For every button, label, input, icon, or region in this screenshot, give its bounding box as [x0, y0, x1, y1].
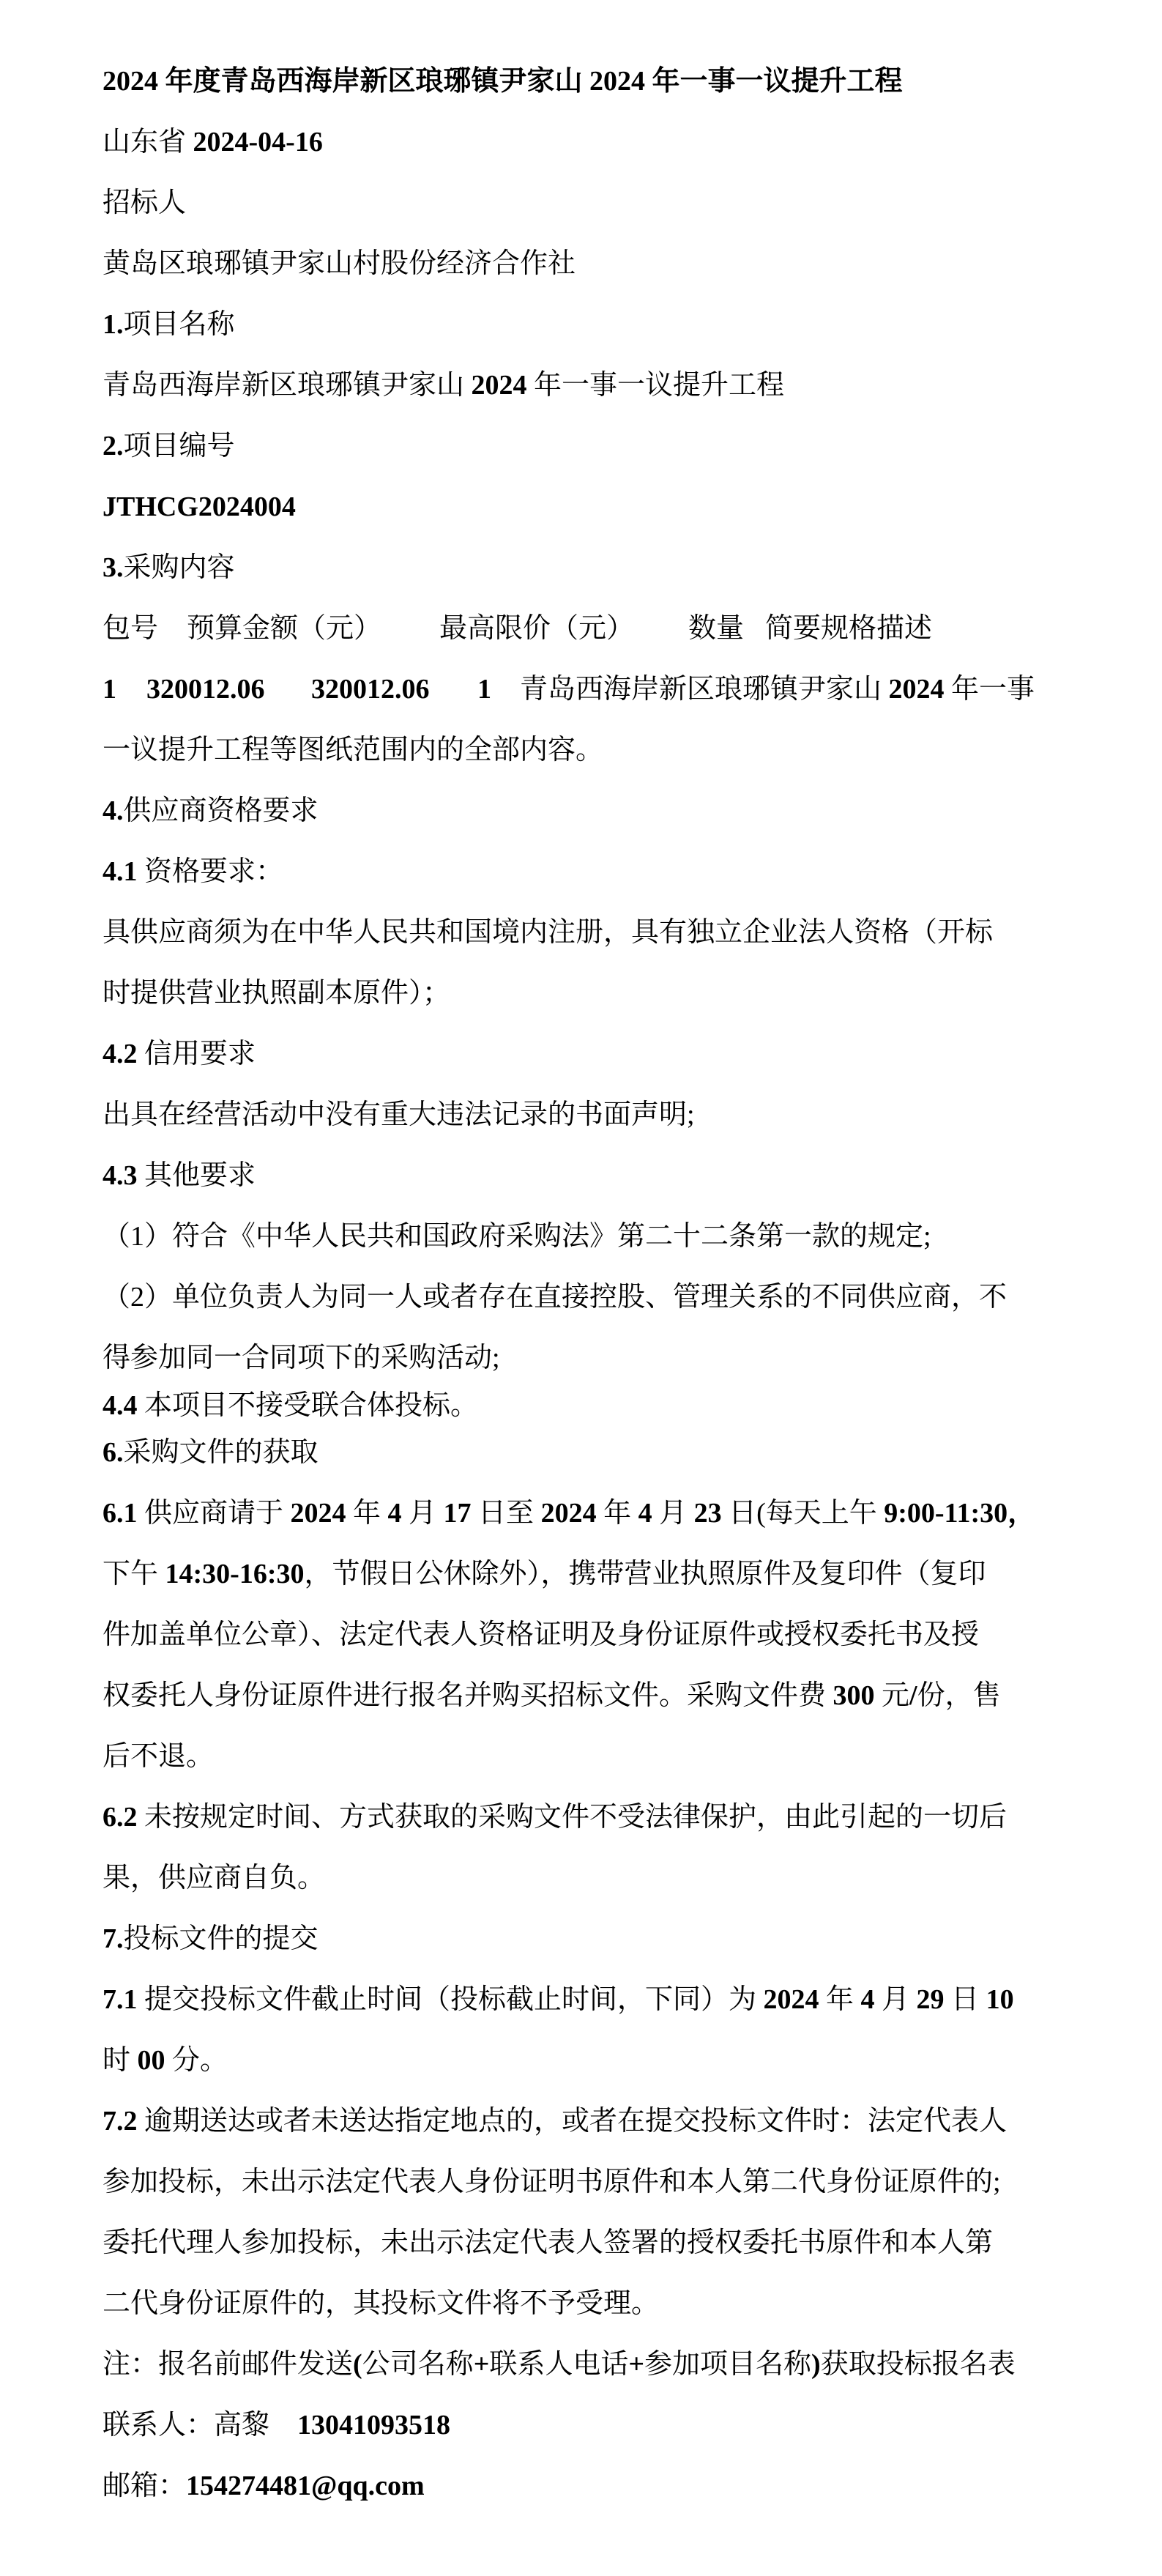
bold-text-segment: 2024 — [290, 1498, 354, 1529]
table-cell — [688, 598, 744, 659]
bold-text-segment: 9:00-11:30， — [884, 1498, 1036, 1529]
text-segment: 二代身份证原件的，其投标文件将不予受理。 — [103, 2288, 660, 2319]
bold-text-segment: 13041093518 — [269, 2410, 451, 2440]
text-segment: 供应商请于 — [144, 1498, 291, 1529]
text-segment: 日(每天上午 — [729, 1498, 884, 1529]
body-line — [103, 2030, 1069, 2091]
bold-text-segment: ) — [811, 2349, 821, 2380]
body-line — [103, 1544, 1069, 1605]
section-1-heading — [103, 294, 1069, 355]
bold-text-segment: 1. — [103, 309, 124, 340]
body-line — [103, 1483, 1069, 1544]
bold-text-segment: 2024-04-16 — [193, 127, 323, 157]
text-segment: 月 — [409, 1498, 444, 1529]
bold-text-segment: 320012.06 — [146, 674, 265, 705]
bold-text-segment: 2024 年度青岛西海岸新区琅琊镇尹家山 2024 年一事一议提升工程 — [103, 66, 903, 97]
text-segment: 提交投标文件截止时间（投标截止时间，下同）为 — [144, 1984, 764, 2015]
bold-text-segment: 2024 — [540, 1498, 604, 1529]
province-date-line — [103, 112, 1069, 173]
section-4-4-line — [103, 1389, 1069, 1422]
body-line — [103, 1787, 1069, 1848]
bold-text-segment: + — [473, 2349, 490, 2380]
bold-text-segment: 4 — [638, 1498, 660, 1529]
bold-text-segment: 2. — [103, 431, 124, 461]
table-cell — [520, 659, 1035, 720]
text-segment: 采购文件的获取 — [123, 1437, 319, 1468]
bold-text-segment: 154274481@qq.com — [186, 2471, 425, 2501]
body-line — [103, 1666, 1069, 1726]
text-segment: 联系人电话 — [489, 2349, 629, 2380]
text-segment: 资格要求： — [144, 856, 284, 887]
email-line — [103, 2456, 1069, 2517]
text-segment: 注：报名前邮件发送 — [103, 2349, 354, 2380]
text-segment: 委托代理人参加投标，未出示法定代表人签署的授权委托书原件和本人第 — [103, 2227, 994, 2258]
text-segment: 投标文件的提交 — [123, 1923, 319, 1954]
body-line — [103, 1970, 1069, 2030]
text-segment: 年 — [353, 1498, 388, 1529]
table-cell — [439, 598, 634, 659]
text-segment: 包号 — [103, 613, 159, 644]
bold-text-segment: 4.3 — [103, 1160, 144, 1191]
bold-text-segment: / — [909, 1680, 917, 1711]
body-line — [103, 1085, 1069, 1146]
text-segment: 后不退。 — [103, 1741, 215, 1772]
project-name-line — [103, 355, 1069, 416]
text-segment: 简要规格描述 — [765, 613, 933, 644]
bold-text-segment: ( — [353, 2349, 362, 2380]
body-line — [103, 902, 1069, 963]
table-cell — [187, 598, 381, 659]
section-6-heading — [103, 1422, 1069, 1483]
text-segment: 未按规定时间、方式获取的采购文件不受法律保护，由此引起的一切后 — [144, 1802, 1008, 1833]
text-segment: 项目名称 — [123, 309, 235, 340]
text-segment: 参加投标，未出示法定代表人身份证明书原件和本人第二代身份证原件的; — [103, 2167, 1001, 2197]
text-segment: 果，供应商自负。 — [103, 1863, 326, 1893]
text-segment: 时 — [103, 2045, 138, 2076]
bold-text-segment: 300 — [833, 1680, 882, 1711]
bold-text-segment: 7.2 — [103, 2106, 144, 2137]
bold-text-segment: 320012.06 — [311, 674, 430, 705]
body-line — [103, 1206, 1069, 1267]
bold-text-segment: 14:30-16:30 — [165, 1559, 305, 1589]
contact-line — [103, 2395, 1069, 2456]
body-line — [103, 1848, 1069, 1909]
text-segment: 黄岛区琅琊镇尹家山村股份经济合作社 — [103, 248, 576, 279]
bold-text-segment: 29 — [916, 1984, 952, 2015]
table-cell — [146, 659, 265, 720]
table-cell — [103, 659, 116, 720]
section-4-2-heading — [103, 1024, 1069, 1085]
text-segment: 供应商资格要求 — [123, 795, 319, 826]
section-4-1-heading — [103, 842, 1069, 902]
section-7-heading — [103, 1909, 1069, 1970]
bold-text-segment: 00 — [137, 2045, 173, 2076]
bold-text-segment: JTHCG2024004 — [103, 491, 296, 522]
table-cell — [103, 598, 158, 659]
table-data-row — [103, 659, 1069, 720]
bold-text-segment: 23 — [693, 1498, 729, 1529]
text-segment: 最高限价（元） — [439, 613, 635, 644]
text-segment: 邮箱： — [103, 2471, 187, 2501]
bold-text-segment: 6.1 — [103, 1498, 144, 1529]
doc-title — [103, 51, 1069, 112]
body-line — [103, 2091, 1069, 2152]
bold-text-segment: 2024 — [888, 674, 952, 705]
text-segment: 年一事 — [951, 674, 1035, 705]
text-segment: 份，售 — [917, 1680, 1001, 1711]
text-segment: 具供应商须为在中华人民共和国境内注册，具有独立企业法人资格（开标 — [103, 917, 994, 948]
text-segment: 联系人：高黎 — [103, 2410, 270, 2440]
text-segment: 本项目不接受联合体投标。 — [144, 1390, 479, 1421]
bold-text-segment: + — [628, 2349, 645, 2380]
body-line — [103, 2274, 1069, 2334]
note-line — [103, 2334, 1069, 2395]
document-page — [103, 51, 1069, 2517]
bold-text-segment: 4 — [860, 1984, 882, 2015]
text-segment: 招标人 — [103, 188, 187, 218]
body-line — [103, 1267, 1069, 1328]
table-data-row-wrap — [103, 720, 1069, 781]
text-segment: 权委托人身份证原件进行报名并购买招标文件。采购文件费 — [103, 1680, 833, 1711]
body-line — [103, 963, 1069, 1024]
bold-text-segment: 10 — [986, 1984, 1014, 2015]
document-body — [103, 51, 1069, 2517]
text-segment: 下午 — [103, 1559, 165, 1589]
table-cell — [311, 659, 430, 720]
project-number-line — [103, 477, 1069, 538]
section-3-heading — [103, 538, 1069, 598]
text-segment: 年一事一议提升工程 — [534, 370, 785, 401]
text-segment: 采购内容 — [123, 552, 235, 583]
tenderee-name-line — [103, 234, 1069, 294]
table-cell — [765, 598, 932, 659]
text-segment: 青岛西海岸新区琅琊镇尹家山 — [520, 674, 889, 705]
text-segment: 分。 — [172, 2045, 228, 2076]
text-segment: 时提供营业执照副本原件）； — [103, 978, 451, 1009]
bold-text-segment: 7. — [103, 1923, 124, 1954]
bold-text-segment: 2024 — [763, 1984, 827, 2015]
section-4-heading — [103, 781, 1069, 842]
text-segment: 件加盖单位公章）、法定代表人资格证明及身份证原件或授权委托书及授 — [103, 1619, 980, 1650]
bold-text-segment: 6. — [103, 1437, 124, 1468]
tenderee-label-line — [103, 173, 1069, 234]
text-segment: 月 — [882, 1984, 917, 2015]
text-segment: 获取投标报名表 — [820, 2349, 1016, 2380]
text-segment: 逾期送达或者未送达指定地点的，或者在提交投标文件时：法定代表人 — [144, 2106, 1008, 2137]
bold-text-segment: 4. — [103, 795, 124, 826]
text-segment: 预算金额（元） — [187, 613, 382, 644]
body-line — [103, 1328, 1069, 1389]
text-segment: 数量 — [688, 613, 745, 644]
text-segment: 参加项目名称 — [644, 2349, 812, 2380]
text-segment: 日 — [951, 1984, 986, 2015]
table-cell — [477, 659, 491, 720]
body-line — [103, 2213, 1069, 2274]
text-segment: ，节假日公休除外），携带营业执照原件及复印件（复印 — [304, 1559, 986, 1589]
text-segment: 信用要求 — [144, 1039, 256, 1069]
text-segment: 日至 — [478, 1498, 541, 1529]
text-segment: 山东省 — [103, 127, 193, 157]
bold-text-segment: 1 — [103, 674, 116, 705]
body-line — [103, 2152, 1069, 2213]
text-segment: 月 — [659, 1498, 694, 1529]
body-line — [103, 1726, 1069, 1787]
section-2-heading — [103, 416, 1069, 477]
section-4-3-heading — [103, 1146, 1069, 1206]
text-segment: 其他要求 — [144, 1160, 256, 1191]
text-segment: 年 — [826, 1984, 861, 2015]
text-segment: 一议提升工程等图纸范围内的全部内容。 — [103, 735, 604, 765]
text-segment: （2）单位负责人为同一人或者存在直接控股、管理关系的不同供应商，不 — [103, 1282, 1008, 1313]
text-segment: 得参加同一合同项下的采购活动; — [103, 1343, 500, 1373]
text-segment: 元 — [882, 1680, 910, 1711]
bold-text-segment: 4.1 — [103, 856, 144, 887]
bold-text-segment: 3. — [103, 552, 124, 583]
text-segment: 公司名称 — [362, 2349, 474, 2380]
text-segment: （1）符合《中华人民共和国政府采购法》第二十二条第一款的规定; — [103, 1221, 931, 1252]
bold-text-segment: 7.1 — [103, 1984, 144, 2015]
bold-text-segment: 4.2 — [103, 1039, 144, 1069]
text-segment: 年 — [603, 1498, 638, 1529]
text-segment: 项目编号 — [123, 431, 235, 461]
bold-text-segment: 6.2 — [103, 1802, 144, 1833]
table-header-row — [103, 598, 1069, 659]
bold-text-segment: 4.4 — [103, 1390, 144, 1421]
bold-text-segment: 2024 — [471, 370, 535, 401]
bold-text-segment: 17 — [443, 1498, 479, 1529]
bold-text-segment: 4 — [387, 1498, 409, 1529]
bold-text-segment: 1 — [477, 674, 491, 705]
text-segment: 青岛西海岸新区琅琊镇尹家山 — [103, 370, 472, 401]
body-line — [103, 1605, 1069, 1666]
text-segment: 出具在经营活动中没有重大违法记录的书面声明; — [103, 1099, 695, 1130]
